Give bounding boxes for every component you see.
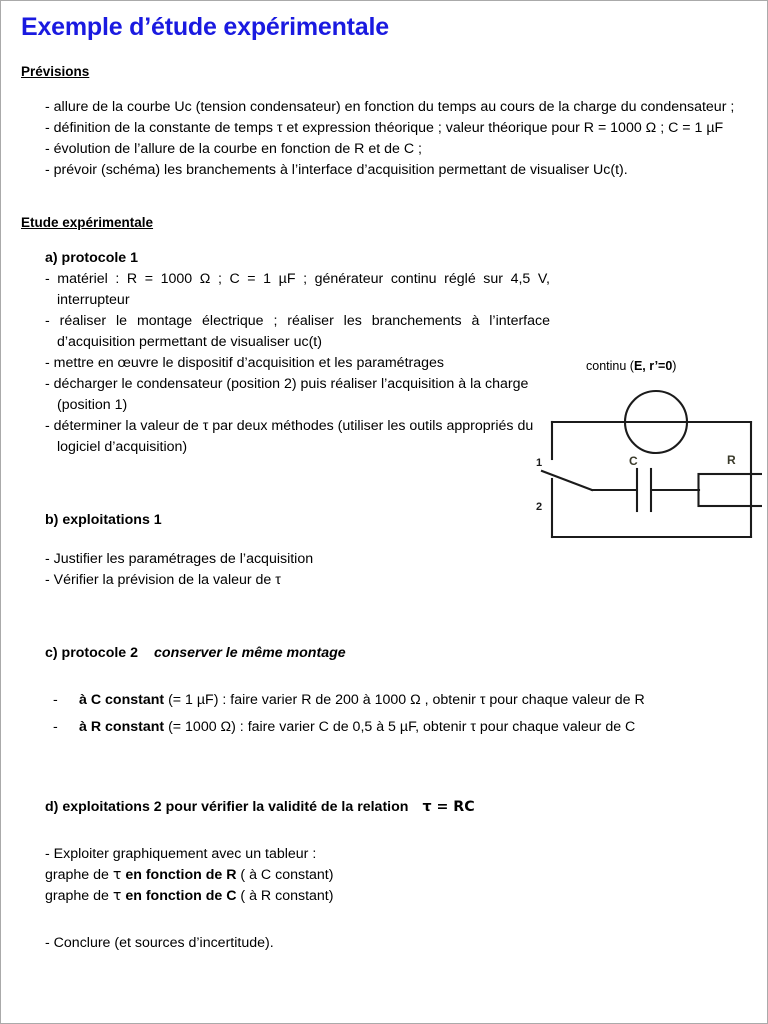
protocole-2-bullet-2 [45, 717, 753, 738]
spacer [45, 818, 753, 844]
bullet-dash-icon: - [53, 692, 58, 709]
capacitor-label: C [629, 454, 638, 468]
exploitations-2-section [45, 797, 753, 954]
protocole-2-heading-label: c) protocole 2 [45, 645, 139, 662]
graph-2-condition: ( à R constant) [236, 887, 334, 904]
switch-position-1-label: 1 [536, 457, 543, 469]
spacer [19, 230, 753, 248]
graph-1-prefix: graphe de [45, 866, 113, 883]
protocole-2-bullet-2-text: (= 1000 Ω) : faire varier C de 0,5 à 5 µF, obtenir τ pour chaque valeur de C [164, 719, 636, 736]
exploitations-2-graph-1 [45, 865, 753, 886]
circuit-caption-prefix: continu ( [586, 359, 634, 373]
circuit-svg [534, 359, 762, 554]
exploitations-2-heading-label: d) exploitations 2 pour vérifier la validité de la relation [45, 798, 409, 815]
exploitations-2-graph-2 [45, 886, 753, 907]
switch-position-2-label: 2 [536, 501, 543, 513]
circuit-caption-suffix: ) [672, 359, 677, 373]
resistor-symbol [699, 474, 763, 506]
protocole-2-heading-note: conserver le même montage [154, 645, 346, 662]
graph-2-variable: en fonction de C [121, 887, 237, 904]
spacer [45, 664, 753, 690]
graph-1-tau-symbol: τ [112, 866, 122, 883]
exploitations-1-line-2: - Vérifier la prévision de la valeur de τ [45, 572, 281, 588]
bullet-dash-icon: - [53, 719, 58, 736]
graph-2-tau-symbol: τ [112, 887, 122, 904]
graph-1-variable: en fonction de R [121, 866, 237, 883]
page-title: Exemple d’étude expérimentale [21, 13, 389, 41]
switch-blade [542, 471, 592, 490]
exploitations-2-heading [45, 797, 753, 818]
previsions-item-4: - prévoir (schéma) les branchements à l’interface d’acquisition permettant de visualiser Uc(t). [45, 161, 628, 178]
protocole-1-line-1: - matériel : R = 1000 Ω ; C = 1 µF ; générateur continu réglé sur 4,5 V, interrupteur [45, 270, 550, 308]
protocole-2-bullet-1-label: à C constant [79, 692, 165, 709]
protocole-2-bullet-1 [45, 690, 753, 711]
graph-1-condition: ( à C constant) [236, 866, 334, 883]
protocole-2-bullet-2-label: à R constant [79, 719, 165, 736]
protocole-2-heading [45, 643, 753, 664]
exploitations-1-heading: b) exploitations 1 [45, 511, 162, 528]
spacer [19, 779, 753, 797]
circuit-diagram [534, 359, 762, 554]
protocole-1-line-4: - décharger le condensateur (position 2) puis réaliser l’acquisition à la charge (position 1) [45, 375, 529, 413]
section-heading-etude: Etude expérimentale [21, 214, 154, 230]
spacer [19, 79, 753, 97]
exploitations-2-relation: τ = RC [422, 798, 475, 815]
protocole-1-line-5: - déterminer la valeur de τ par deux méthodes (utiliser les outils appropriés du logiciel d’acquisition) [45, 417, 534, 455]
spacer [19, 745, 753, 779]
spacer [19, 591, 753, 625]
previsions-item-1: - allure de la courbe Uc (tension condensateur) en fonction du temps au cours de la charge du condensateur ; [45, 98, 735, 115]
graph-2-prefix: graphe de [45, 887, 113, 904]
protocole-2-bullet-1-text: (= 1 µF) : faire varier R de 200 à 1000 Ω , obtenir τ pour chaque valeur de R [164, 692, 645, 709]
circuit-caption-emf: E, r’=0 [633, 359, 673, 373]
resistor-label: R [727, 453, 736, 467]
previsions-item-3: - évolution de l’allure de la courbe en fonction de R et de C ; [45, 140, 422, 157]
exploitations-2-conclusion: - Conclure (et sources d’incertitude). [45, 934, 274, 951]
previsions-item-2: - définition de la constante de temps τ et expression théorique ; valeur théorique pour R = 1000 Ω ; C = 1 µF [45, 119, 724, 136]
protocole-2-bullets [45, 690, 753, 739]
spacer [45, 907, 753, 933]
previsions-list [45, 97, 753, 181]
exploitations-1-line-1: - Justifier les paramétrages de l’acquisition [45, 550, 314, 567]
protocole-1-line-2: - réaliser le montage électrique ; réaliser les branchements à l’interface d’acquisition permettant de visualiser uc(t) [45, 312, 550, 350]
protocole-1-line-3: - mettre en œuvre le dispositif d’acquisition et les paramétrages [45, 354, 445, 371]
spacer [19, 625, 753, 643]
exploitations-2-intro: - Exploiter graphiquement avec un tableur : [45, 845, 317, 862]
protocole-1-heading: a) protocole 1 [45, 249, 139, 266]
section-heading-previsions: Prévisions [21, 63, 90, 79]
protocole-2-section [45, 643, 753, 739]
